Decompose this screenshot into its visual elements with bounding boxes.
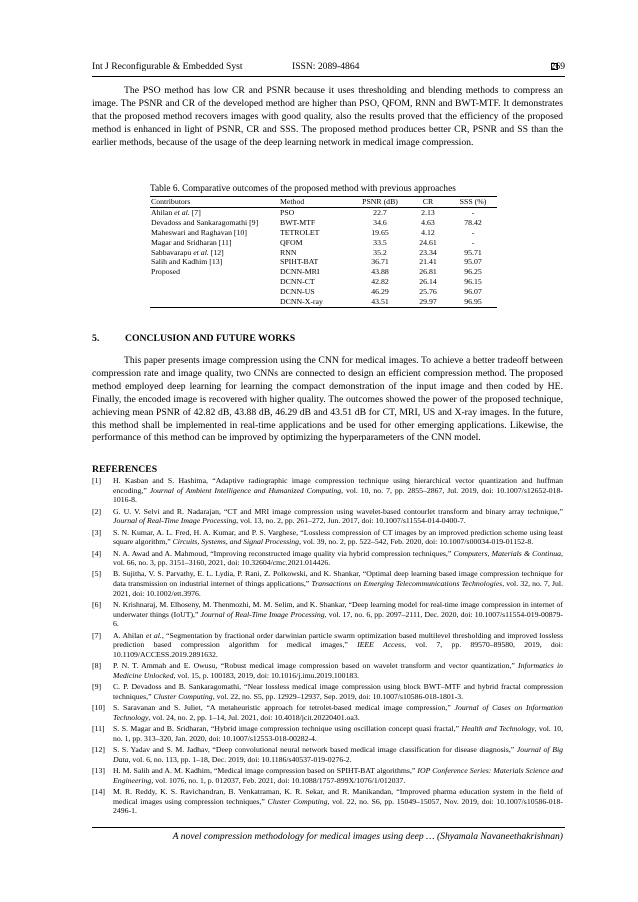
- reference-venue: Journal of Ambient Intelligence and Humanized Computing: [149, 485, 342, 495]
- psnr-cell: 46.29: [371, 287, 389, 297]
- reference-number: [14]: [92, 786, 105, 796]
- method-cell: RNN: [280, 247, 297, 257]
- cr-cell: 21.41: [419, 257, 437, 267]
- reference-details: , vol. 1076, no. 1, p. 012037, Feb. 2021, doi: 10.1088/1757-899X/1076/1/012037.: [151, 775, 406, 785]
- table-row: [150, 277, 497, 287]
- contributor-name: Proposed: [151, 267, 181, 277]
- reference-venue: Computers, Materials & Continua: [453, 548, 562, 558]
- reference-item: [92, 682, 563, 701]
- journal-name: Int J Reconfigurable & Embedded Syst: [92, 61, 243, 72]
- reference-item: [92, 766, 563, 785]
- reference-item: [92, 703, 563, 722]
- reference-venue: Journal of Real-Time Image Processing: [200, 609, 325, 619]
- reference-number: [1]: [92, 476, 102, 485]
- table-row: [150, 207, 497, 217]
- reference-number: [2]: [92, 506, 102, 516]
- cr-cell: 4.63: [421, 217, 435, 227]
- table-row: [150, 248, 497, 258]
- reference-authors-title: H. Kasban and S. Hashima, “Adaptive radiographic image compression technique using hierarchical vector quantization and huffman encoding,”: [113, 476, 563, 495]
- reference-venue: IEEE Access: [357, 640, 405, 650]
- method-cell: DCNN-MRI: [280, 267, 320, 277]
- sss-cell: 95.71: [464, 247, 482, 257]
- reference-authors-title: B. Sujitha, V. S. Parvathy, E. L. Lydia, P. Rani, Z. Polkowski, and K. Shankar, “Optimal deep learning based image compression technique for data transmission on industrial internet of things applications,”: [113, 569, 563, 589]
- cr-cell: 25.76: [419, 287, 437, 297]
- method-cell: DCNN-CT: [280, 277, 315, 287]
- method-cell: TETROLET: [280, 227, 320, 237]
- reference-details: , vol. 7, pp. 89570–89580, 2019, doi: 10.1109/ACCESS.2019.2891632.: [113, 640, 563, 659]
- reference-authors-title: S. N. Kumar, A. L. Fred, H. A. Kumar, and P. S. Varghese, “Lossless compression of CT images by an improved prediction scheme using least square algorithm,”: [113, 527, 563, 547]
- psnr-cell: 36.71: [371, 257, 389, 267]
- contributor-cell: [150, 238, 280, 248]
- cr-cell: 26.81: [419, 267, 437, 277]
- reference-etal: et al.: [145, 630, 162, 640]
- sss-cell: 96.95: [449, 297, 497, 307]
- reference-details: , vol. 22, no. S6, pp. 15049–15057, Nov. 2019, doi: 10.1007/s10586-018-2496-1.: [113, 796, 563, 816]
- column-header: Method: [280, 197, 353, 208]
- reference-item: [92, 528, 563, 547]
- cr-cell: 23.34: [419, 247, 437, 257]
- reference-item: [92, 745, 563, 764]
- table-row: [150, 238, 497, 248]
- reference-item: [92, 569, 563, 598]
- contributor-cell: [150, 267, 280, 277]
- comparison-table: [150, 196, 497, 308]
- sss-cell: 78.42: [464, 217, 482, 227]
- contributor-name: Devadoss and Sankaragomathi [9]: [151, 217, 259, 227]
- sss-cell: 96.07: [464, 287, 482, 297]
- table-row: [150, 257, 497, 267]
- contributor-cell: [150, 248, 280, 258]
- reference-authors-title: G. U. V. Selvi and R. Nadarajan, “CT and MRI image compression using wavelet-based contourlet transform and binary array technique,”: [113, 506, 563, 516]
- footer-rule: [92, 827, 565, 828]
- reference-item: [92, 600, 563, 629]
- table-row: [150, 267, 497, 277]
- issn: ISSN: 2089-4864: [292, 61, 360, 72]
- reference-details: , vol. 32, no. 7, Jul. 2021, doi: 10.1002/ett.3976.: [113, 579, 564, 598]
- reference-authors-title: N. Krishnaraj, M. Elhoseny, M. Thenmozhi, M. M. Selim, and K. Shankar, “Deep learning model for real-time image compression in internet of underwater things (IoUT),”: [113, 600, 563, 619]
- reference-details: , vol. 17, no. 6, pp. 2097–2111, Dec. 2020, doi: 10.1007/s11554-019-00879-6.: [113, 609, 563, 629]
- sss-cell: -: [471, 207, 475, 217]
- contributor-name: Salih and Kadhim [13]: [151, 257, 223, 267]
- contributor-cell: [150, 257, 280, 267]
- contributor-etal: et al.: [174, 207, 190, 217]
- table-row: [150, 228, 497, 238]
- reference-authors-title: S. Saravanan and S. Juliet, “A metaheuristic approach for tetrolet-based medical image compression,”: [113, 703, 455, 713]
- reference-number: [9]: [92, 682, 102, 692]
- psnr-cell: 42.82: [371, 277, 389, 287]
- reference-authors-title: C. P. Devadoss and B. Sankaragomathi, “Near lossless medical image compression using block BWT–MTF and hybrid fractal compression techniques,”: [113, 682, 563, 701]
- sss-cell: 96.15: [464, 277, 482, 287]
- method-cell: BWT-MTF: [280, 217, 316, 227]
- contributor-cell: [150, 277, 280, 287]
- section-number: 5.: [92, 333, 100, 344]
- contributor-name: Sabbavarapu: [151, 247, 194, 257]
- reference-item: [92, 507, 563, 526]
- reference-authors-title: M. R. Reddy, K. S. Ravichandran, B. Venkatraman, K. R. Sekar, and R. Manikandan, “Improved pharma education system in the field of medical images using compression techniques,”: [113, 786, 563, 806]
- table-body: [150, 207, 497, 307]
- reference-number: [10]: [92, 703, 105, 713]
- reference-venue: Transactions on Emerging Telecommunications Technologies: [311, 579, 503, 589]
- reference-details: , vol. 15, p. 100183, 2019, doi: 10.1016/j.imu.2019.100183.: [173, 670, 360, 680]
- reference-venue: Informatics in Medicine Unlocked: [113, 661, 563, 680]
- running-footer: A novel compression methodology for medical images using deep … (Shyamala Navaneethakrishnan): [172, 831, 563, 842]
- column-header: SSS (%): [449, 197, 497, 208]
- header-rule: [92, 76, 565, 77]
- body-paragraph-1: The PSO method has low CR and PSNR because it uses thresholding and blending methods to compress an image. The PSNR and CR of the developed method are higher than PSO, QFOM, RNN and BWT-MTF. It demonstrates that the proposed method recovers images with good quality, also the results proved that the efficiency of the proposed method is enhanced in light of PSNR, CR and SSS. The proposed method produces better CR, PSNR and SS than the earlier methods, because of the usage of the deep learning network in medical image compression.: [92, 85, 563, 148]
- reference-details: , vol. 13, no. 2, pp. 261–272, Jun. 2017, doi: 10.1007/s11554-014-0400-7.: [236, 516, 466, 526]
- reference-number: [3]: [92, 527, 102, 537]
- reference-venue: IOP Conference Series: Materials Science and Engineering: [113, 766, 564, 785]
- psnr-cell: 34.6: [373, 217, 387, 227]
- method-cell: QFOM: [280, 237, 303, 247]
- contributor-cell: [150, 207, 280, 217]
- reference-authors-title: S. S. Yadav and S. M. Jadhav, “Deep convolutional neural network based medical image classification for disease diagnosis,”: [113, 745, 517, 755]
- column-header: PSNR (dB): [353, 197, 407, 208]
- reference-venue: Journal of Real-Time Image Processing: [113, 516, 237, 526]
- cr-cell: 4.12: [421, 227, 435, 237]
- psnr-cell: 22.7: [373, 207, 387, 217]
- reference-item: [92, 476, 563, 505]
- reference-authors-title: S. S. Magar and B. Sridharan, “Hybrid image compression technique using oscillation concept quasi fractal,”: [113, 724, 462, 734]
- contributor-name: Magar and Sridharan [11]: [151, 237, 232, 247]
- reference-authors-title: A. Ahilan: [113, 630, 146, 640]
- psnr-cell: 43.88: [371, 267, 389, 277]
- reference-venue: Circuits, Systems, and Signal Processing: [172, 537, 300, 547]
- reference-venue: Journal of Big Data: [113, 745, 563, 764]
- running-header: [92, 60, 565, 74]
- reference-list: [92, 476, 563, 818]
- table-header-row: [150, 197, 497, 208]
- sss-cell: 96.25: [464, 267, 482, 277]
- reference-number: [6]: [92, 600, 102, 610]
- reference-details: , vol. 24, no. 2, pp. 1–14, Jul. 2021, doi: 10.4018/jcit.20220401.oa3.: [148, 712, 360, 722]
- method-cell: DCNN-X-ray: [280, 297, 353, 307]
- reference-venue: Cluster Computing: [153, 691, 213, 701]
- contributor-cell: [150, 228, 280, 238]
- page-number: 269: [550, 61, 565, 72]
- reference-number: [13]: [92, 766, 105, 775]
- column-header: Contributors: [150, 197, 280, 208]
- psnr-cell: 35.2: [373, 247, 387, 257]
- sss-cell: -: [471, 237, 475, 247]
- reference-item: [92, 549, 563, 568]
- contributor-cell: [150, 287, 280, 297]
- reference-authors-title: P. N. T. Ammah and E. Owusu, “Robust medical image compression based on wavelet transform and vector quantization,”: [113, 661, 519, 671]
- contributor-name: Maheswari and Raghavan [10]: [151, 227, 247, 237]
- reference-authors-title: H. M. Salih and A. M. Kadhim, “Medical image compression based on SPIHT-BAT algorithms,”: [113, 766, 418, 775]
- contributor-citation: [7]: [189, 207, 201, 217]
- method-cell: PSO: [280, 207, 295, 217]
- reference-venue: Health and Technology: [461, 724, 535, 734]
- reference-details: , vol. 10, no. 1, pp. 313–320, Jan. 2020, doi: 10.1007/s12553-018-00282-4.: [113, 724, 564, 743]
- cr-cell: 24.61: [419, 237, 437, 247]
- reference-number: [11]: [92, 724, 105, 734]
- method-cell: DCNN-US: [280, 287, 315, 297]
- reference-item: [92, 787, 563, 816]
- reference-number: [12]: [92, 745, 105, 755]
- reference-number: [4]: [92, 548, 102, 558]
- cr-cell: 26.14: [419, 277, 437, 287]
- reference-authors-title: N. A. Awad and A. Mahmoud, “Improving reconstructed image quality via hybrid compression techniques,”: [113, 548, 454, 558]
- sss-cell: 95.07: [464, 257, 482, 267]
- column-header: CR: [407, 197, 449, 208]
- cr-cell: 29.97: [407, 297, 449, 307]
- reference-title: , “Segmentation by fractional order darwinian particle swarm optimization based multilevel thresholding and improved lossless prediction based compression algorithm for medical images,”: [113, 630, 563, 650]
- reference-venue: Journal of Cases on Information Technology: [113, 703, 563, 722]
- reference-details: , vol. 66, no. 3, pp. 3151–3160, 2021, doi: 10.32604/cmc.2021.014426.: [113, 548, 563, 568]
- reference-details: , vol. 22, no. S5, pp. 12929–12937, Sep. 2019, doi: 10.1007/s10586-018-1801-3.: [212, 691, 464, 701]
- psnr-cell: 43.51: [353, 297, 407, 307]
- contributor-etal: et al.: [193, 247, 209, 257]
- references-heading: REFERENCES: [92, 464, 158, 475]
- sss-cell: -: [471, 227, 475, 237]
- contributor-citation: [12]: [208, 247, 224, 257]
- reference-number: [7]: [92, 630, 102, 640]
- reference-details: , vol. 39, no. 2, pp. 522–542, Feb. 2020, doi: 10.1007/s00034-019-01152-8.: [299, 537, 534, 547]
- contributor-cell: [150, 218, 280, 228]
- reference-number: [8]: [92, 661, 102, 671]
- method-cell: SPIHT-BAT: [280, 257, 319, 267]
- reference-details: , vol. 10, no. 7, pp. 2855–2867, Jul. 2019, doi: 10.1007/s12652-018-1016-8.: [113, 485, 564, 505]
- section-title: CONCLUSION AND FUTURE WORKS: [125, 333, 296, 344]
- contributor-cell: [150, 297, 280, 307]
- psnr-cell: 33.5: [373, 237, 387, 247]
- reference-item: [92, 724, 563, 743]
- contributor-name: Ahilan: [151, 207, 175, 217]
- table-row: [150, 218, 497, 228]
- section-heading: [92, 333, 295, 345]
- reference-details: , vol. 6, no. 113, pp. 1–18, Dec. 2019, doi: 10.1186/s40537-019-0276-2.: [128, 754, 352, 764]
- cr-cell: 2.13: [421, 207, 435, 217]
- psnr-cell: 19.65: [371, 227, 389, 237]
- body-paragraph-2: This paper presents image compression using the CNN for medical images. To achieve a better tradeoff between compression rate and image quality, two CNNs are connected to design an efficient compression method. The proposed method employed deep learning for learning the compact demonstration of the input image and then coded by HE. Finally, the encoded image is recovered with higher quality. The outcomes showed the power of the proposed technique, achieving mean PSNR of 42.82 dB, 43.88 dB, 46.29 dB and 43.51 dB for CT, MRI, US and X-ray images. In the future, this method shall be implemented in real-time applications and be used for other emerging applications. Likewise, the performance of this method can be improved by optimizing the hyperparameters of the CNN model.: [92, 355, 563, 444]
- reference-item: [92, 661, 563, 680]
- table-row: [150, 297, 497, 307]
- reference-venue: Cluster Computing: [267, 796, 328, 806]
- reference-item: [92, 631, 563, 660]
- table-caption: Table 6. Comparative outcomes of the proposed method with previous approaches: [150, 184, 456, 194]
- table-row: [150, 287, 497, 297]
- reference-number: [5]: [92, 569, 102, 579]
